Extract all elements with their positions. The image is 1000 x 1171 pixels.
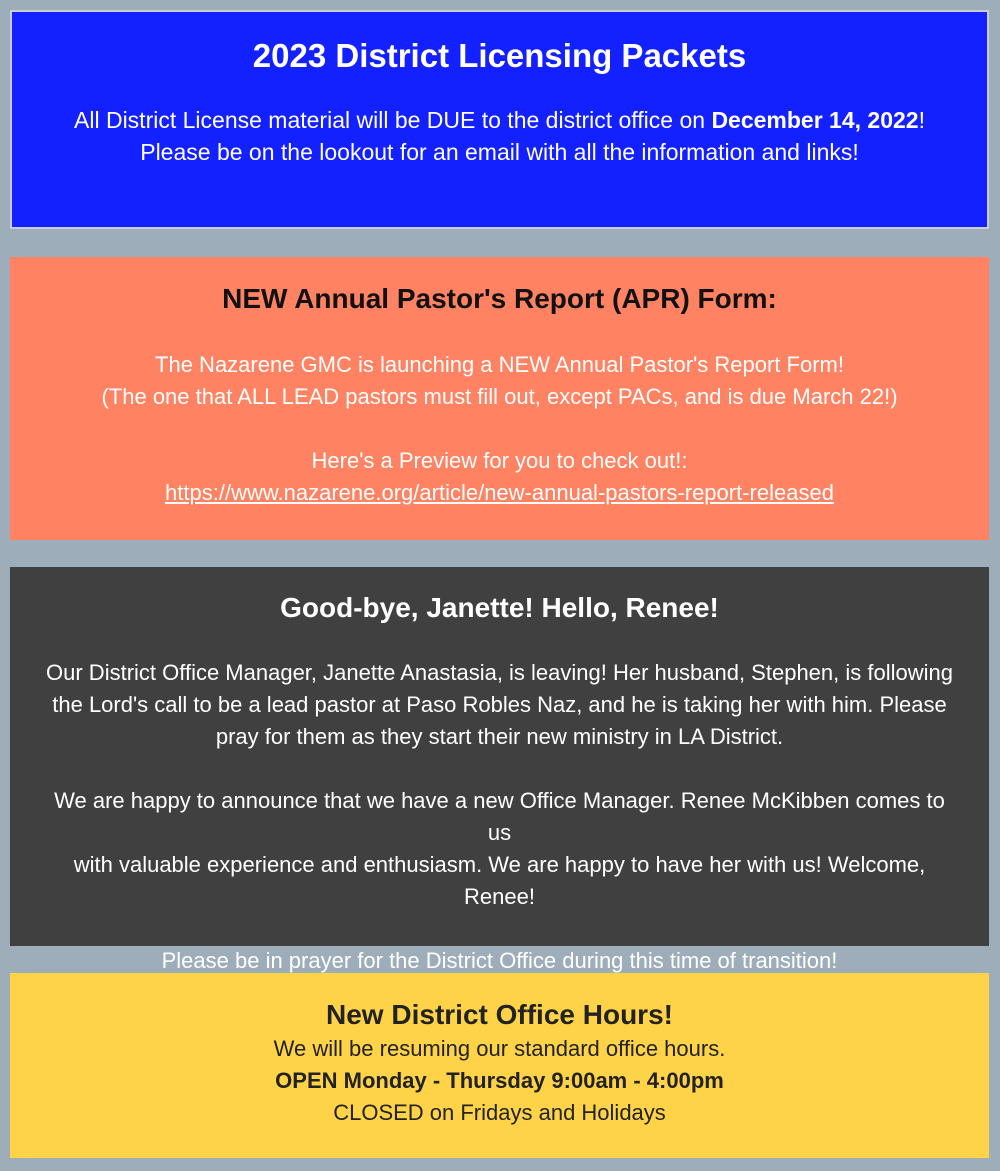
- staff-para1-line3: pray for them as they start their new ministry in LA District.: [215, 724, 784, 749]
- hours-resume-line: We will be resuming our standard office hours.: [273, 1036, 726, 1061]
- hours-open-line: OPEN Monday - Thursday 9:00am - 4:00pm: [275, 1068, 724, 1093]
- apr-link-wrap: [10, 477, 989, 509]
- licensing-email-line: Please be on the lookout for an email with all the information and links!: [140, 139, 859, 165]
- licensing-title: 2023 District Licensing Packets: [252, 37, 747, 74]
- apr-form-section: [10, 257, 989, 540]
- staff-para1-line1: Our District Office Manager, Janette Anastasia, is leaving! Her husband, Stephen, is following: [46, 660, 953, 685]
- staff-para2-line2: with valuable experience and enthusiasm. We are happy to have her with us! Welcome, Renee!: [73, 852, 926, 909]
- hours-body: [10, 1033, 989, 1129]
- hours-closed-line: CLOSED on Fridays and Holidays: [333, 1100, 666, 1125]
- apr-due-line: (The one that ALL LEAD pastors must fill out, except PACs, and is due March 22!): [101, 384, 898, 409]
- licensing-due-line: [12, 104, 987, 136]
- staff-para3: Please be in prayer for the District Office during this time of transition!: [161, 948, 838, 973]
- staff-para1-line2: the Lord's call to be a lead pastor at Paso Robles Naz, and he is taking her with him. Please: [52, 692, 947, 717]
- licensing-body: [12, 104, 987, 168]
- apr-preview-link[interactable]: https://www.nazarene.org/article/new-annual-pastors-report-released: [165, 480, 834, 505]
- hours-title: New District Office Hours!: [326, 999, 673, 1030]
- licensing-due-punct: !: [918, 107, 925, 133]
- licensing-packets-section: [10, 10, 989, 229]
- apr-preview-line: Here's a Preview for you to check out!:: [311, 448, 688, 473]
- staff-title: Good-bye, Janette! Hello, Renee!: [280, 592, 719, 623]
- staff-body: [40, 657, 959, 977]
- licensing-due-text: All District License material will be DUE to the district office on: [74, 107, 712, 133]
- licensing-due-date: December 14, 2022: [711, 107, 919, 133]
- apr-launch-line: The Nazarene GMC is launching a NEW Annual Pastor's Report Form!: [155, 352, 844, 377]
- office-hours-section: [10, 973, 989, 1158]
- staff-para2-line1: We are happy to announce that we have a new Office Manager. Renee McKibben comes to us: [54, 788, 945, 845]
- apr-title: NEW Annual Pastor's Report (APR) Form:: [222, 283, 777, 314]
- staff-change-section: [10, 567, 989, 973]
- apr-body: [10, 349, 989, 509]
